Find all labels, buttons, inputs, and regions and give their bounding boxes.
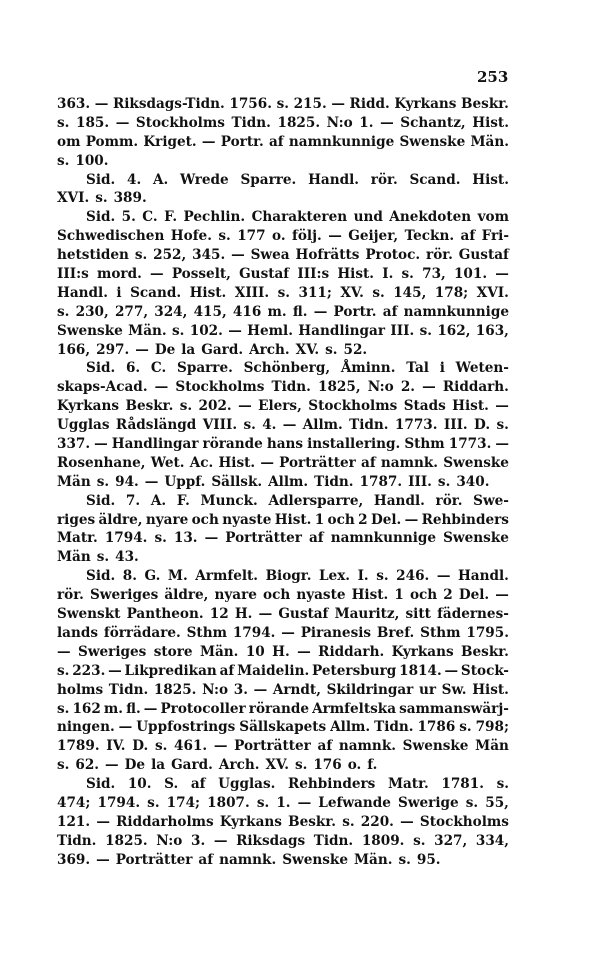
text-line: hetstiden s. 252, 345. — Swea Hofrätts Protoc. rör. Gustaf [57, 247, 509, 264]
text-line: rör. Sweriges äldre, nyare och nyaste Hist. 1 och 2 Del. — [57, 587, 509, 604]
text-line: Matr. 1794. s. 13. — Porträtter af namnkunnige Swenske [57, 530, 509, 547]
page-number: 253 [477, 68, 509, 86]
text-line: Sid. 6. C. Sparre. Schönberg, Åminn. Tal i Weten- [86, 360, 509, 377]
text-line: Sid. 8. G. M. Armfelt. Biogr. Lex. I. s. 246. — Handl. [86, 568, 509, 585]
text-line: Kyrkans Beskr. s. 202. — Elers, Stockholms Stads Hist. — [57, 398, 509, 415]
text-line: Swenskt Pantheon. 12 H. — Gustaf Mauritz, sitt fädernes- [57, 606, 509, 623]
text-line: — Sweriges store Män. 10 H. — Riddarh. Kyrkans Beskr. [57, 643, 509, 660]
paragraph [57, 567, 509, 775]
text-line: 121. — Riddarholms Kyrkans Beskr. s. 220. — Stockholms [57, 813, 509, 830]
text-line: Sid. 10. S. af Ugglas. Rehbinders Matr. 1781. s. [86, 776, 509, 793]
text-line: riges äldre, nyare och nyaste Hist. 1 och 2 Del. — Rehbinders [57, 511, 509, 528]
text-line: s. 62. — De la Gard. Arch. XV. s. 176 o. f. [57, 757, 378, 774]
text-line: s. 185. — Stockholms Tidn. 1825. N:o 1. — Schantz, Hist. [57, 114, 509, 131]
text-line: s. 223. — Likpredikan af Maidelin. Petersburg 1814. — Stock- [57, 662, 509, 679]
text-line: 1789. IV. D. s. 461. — Porträtter af namnk. Swenske Män [57, 738, 509, 755]
text-line: Sid. 4. A. Wrede Sparre. Handl. rör. Scand. Hist. [86, 171, 509, 188]
text-line: 474; 1794. s. 174; 1807. s. 1. — Lefwande Swerige s. 55, [57, 794, 509, 811]
text-line: s. 230, 277, 324, 415, 416 m. fl. — Portr. af namnkunnige [57, 303, 509, 320]
text-line: 363. — Riksdags-Tidn. 1756. s. 215. — Ridd. Kyrkans Beskr. [57, 96, 509, 112]
text-line: lands förrädare. Sthm 1794. — Piranesis Bref. Sthm 1795. [57, 624, 509, 641]
paragraph [57, 492, 509, 568]
text-line: 369. — Porträtter af namnk. Swenske Män. s. 95. [57, 851, 441, 868]
paragraph [57, 775, 509, 869]
paragraph [57, 171, 509, 209]
paragraph [57, 95, 509, 171]
text-line: Sid. 5. C. F. Pechlin. Charakteren und Anekdoten vom [86, 209, 509, 226]
text-line: s. 162 m. fl. — Protocoller rörande Armfeltska sammanswärj- [57, 700, 509, 717]
text-line: Rosenhane, Wet. Ac. Hist. — Porträtter af namnk. Swenske [57, 454, 509, 471]
text-line: om Pomm. Kriget. — Portr. af namnkunnige Swenske Män. [57, 133, 509, 150]
text-line: XVI. s. 389. [57, 190, 147, 207]
text-line: Swenske Män. s. 102. — Heml. Handlingar III. s. 162, 163, [57, 322, 509, 339]
text-line: Ugglas Rådslängd VIII. s. 4. — Allm. Tidn. 1773. III. D. s. [57, 417, 509, 434]
text-line: Män s. 43. [57, 549, 139, 566]
text-line: Handl. i Scand. Hist. XIII. s. 311; XV. s. 145, 178; XVI. [57, 284, 509, 301]
text-line: Tidn. 1825. N:o 3. — Riksdags Tidn. 1809. s. 327, 334, [57, 832, 509, 849]
paragraph [57, 208, 509, 359]
text-line: ningen. — Uppfostrings Sällskapets Allm. Tidn. 1786 s. 798; [57, 719, 509, 736]
text-line: s. 100. [57, 152, 109, 169]
text-line: holms Tidn. 1825. N:o 3. — Arndt, Skildringar ur Sw. Hist. [57, 681, 509, 698]
text-line: 337. — Handlingar rörande hans installering. Sthm 1773. — [57, 436, 509, 453]
text-line: Män s. 94. — Uppf. Sällsk. Allm. Tidn. 1787. III. s. 340. [57, 473, 490, 490]
text-line: Sid. 7. A. F. Munck. Adlersparre, Handl. rör. Swe- [86, 492, 509, 509]
text-line: Schwedischen Hofe. s. 177 o. följ. — Geijer, Teckn. af Fri- [57, 228, 509, 245]
body-text [57, 95, 509, 870]
text-line: III:s mord. — Posselt, Gustaf III:s Hist. I. s. 73, 101. — [57, 266, 509, 283]
text-line: skaps-Acad. — Stockholms Tidn. 1825, N:o 2. — Riddarh. [57, 379, 509, 396]
paragraph [57, 359, 509, 491]
text-line: 166, 297. — De la Gard. Arch. XV. s. 52. [57, 341, 368, 358]
